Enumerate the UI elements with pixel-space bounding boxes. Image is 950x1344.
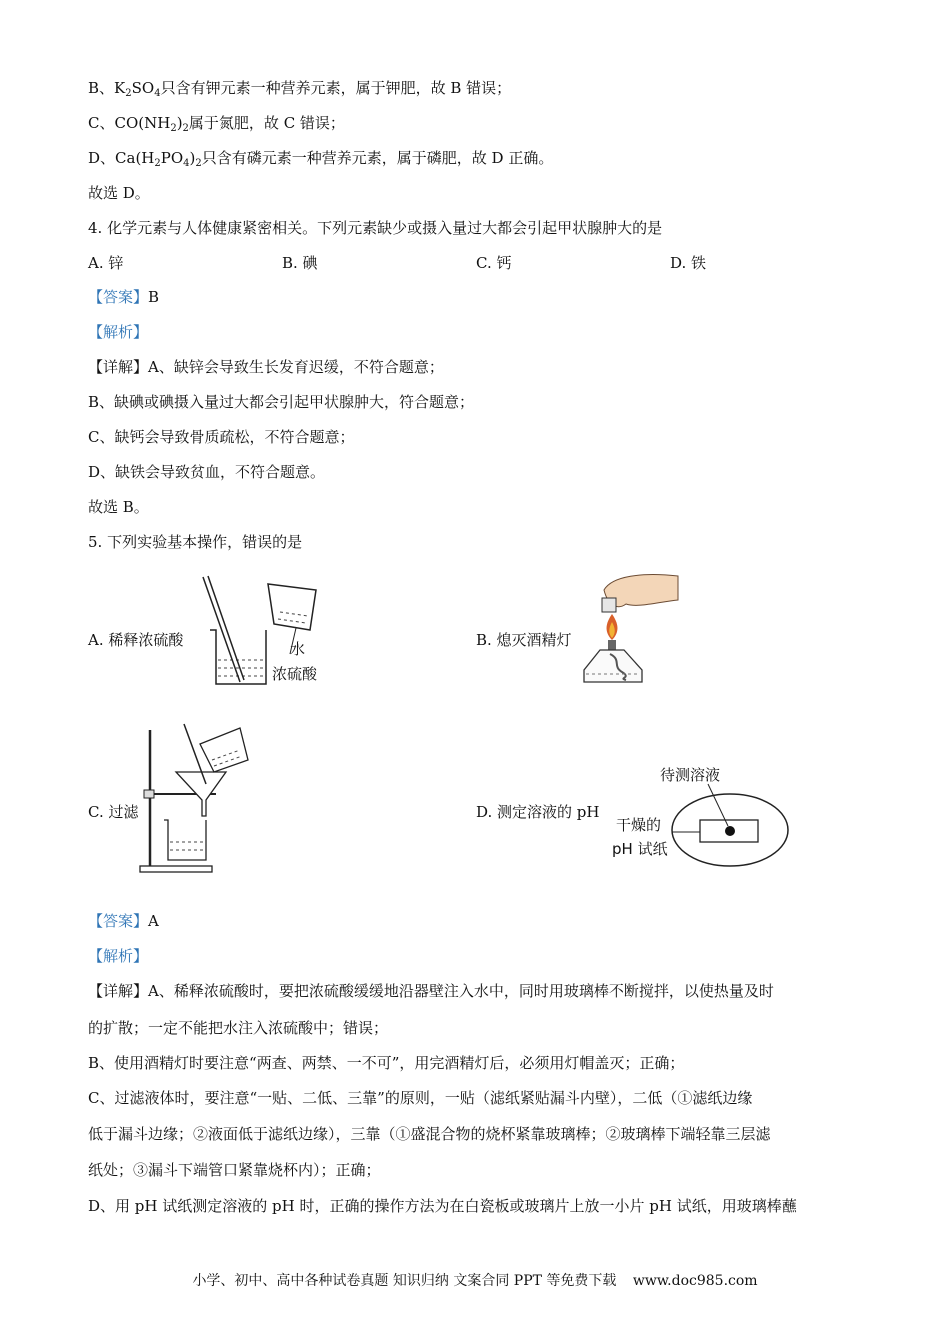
- q4-detail-c: C、缺钙会导致骨质疏松，不符合题意；: [88, 428, 355, 446]
- water-label: 水: [290, 640, 306, 658]
- q5-option-a-label: A. 稀释浓硫酸: [88, 631, 184, 649]
- q4-option-d: D. 铁: [670, 254, 707, 272]
- q5-detail-c-1: C、过滤液体时，要注意“一贴、二低、三靠”的原则，一贴（滤纸紧贴漏斗内壁），二低（①滤纸边缘: [88, 1089, 753, 1107]
- ph-test-figure: [608, 762, 793, 878]
- q5-detail-a-1: 【详解】A、稀释浓硫酸时，要把浓硫酸缓缓地沿器壁注入水中，同时用玻璃棒不断搅拌，以使热量及时: [88, 982, 774, 1000]
- q3-choose: 故选 D。: [88, 184, 150, 202]
- acid-label: 浓硫酸: [272, 665, 318, 683]
- q4-stem: 4. 化学元素与人体健康紧密相关。下列元素缺少或摄入量过大都会引起甲状腺肿大的是: [88, 219, 663, 237]
- q4-choose: 故选 B。: [88, 498, 149, 516]
- q4-option-b: B. 碘: [282, 254, 318, 272]
- q5-option-c-label: C. 过滤: [88, 803, 139, 821]
- q5-detail-b: B、使用酒精灯时要注意“两查、两禁、一不可”，用完酒精灯后，必须用灯帽盖灭；正确；: [88, 1054, 685, 1072]
- footer-text: 小学、初中、高中各种试卷真题 知识归纳 文案合同 PPT 等免费下载: [192, 1273, 617, 1289]
- q4-detail-d: D、缺铁会导致贫血，不符合题意。: [88, 463, 326, 481]
- detail-tag: 【详解】: [88, 982, 149, 1000]
- dry-label: 干燥的: [616, 816, 662, 834]
- q5-detail-a-2: 的扩散；一定不能把水注入浓硫酸中；错误；: [88, 1019, 389, 1037]
- q4-answer: 【答案】B: [88, 288, 160, 306]
- q3-option-d-explanation: D、$Ca(H_2PO_4)_2$只含有磷元素一种营养元素，属于磷肥，故 D 正确。: [88, 149, 554, 169]
- q4-analysis-tag: 【解析】: [88, 323, 149, 341]
- ph-paper-label: pH 试纸: [612, 840, 668, 858]
- q3-option-c-explanation: C、$CO(NH_2)_2$属于氮肥，故 C 错误；: [88, 114, 345, 134]
- q4-option-c: C. 钙: [476, 254, 512, 272]
- dilute-acid-figure: [198, 572, 333, 690]
- q5-answer: 【答案】A: [88, 912, 159, 930]
- q3-option-b-explanation: B、$K_2SO_4$只含有钾元素一种营养元素，属于钾肥，故 B 错误；: [88, 79, 512, 99]
- q4-option-a: A. 锌: [88, 254, 124, 272]
- q5-option-b-label: B. 熄灭酒精灯: [476, 631, 572, 649]
- q4-detail-b: B、缺碘或碘摄入量过大都会引起甲状腺肿大，符合题意；: [88, 393, 475, 411]
- alcohol-lamp-figure: [582, 570, 682, 690]
- detail-tag: 【详解】: [88, 358, 149, 376]
- page-footer: [0, 1270, 950, 1290]
- solution-label: 待测溶液: [660, 766, 721, 784]
- q4-detail-a: 【详解】A、缺锌会导致生长发育迟缓，不符合题意；: [88, 358, 444, 376]
- q5-analysis-tag: 【解析】: [88, 947, 149, 965]
- q5-detail-c-2: 低于漏斗边缘；②液面低于滤纸边缘），三靠（①盛混合物的烧杯紧靠玻璃棒；②玻璃棒下端轻靠三层滤: [88, 1125, 771, 1143]
- footer-site-link[interactable]: www.doc985.com: [632, 1273, 758, 1289]
- q5-stem: 5. 下列实验基本操作，错误的是: [88, 533, 303, 551]
- q5-detail-c-3: 纸处；③漏斗下端管口紧靠烧杯内）；正确；: [88, 1161, 381, 1179]
- filtration-figure: [136, 720, 254, 875]
- answer-tag: 【答案】: [88, 912, 149, 930]
- q5-detail-d-1: D、用 pH 试纸测定溶液的 pH 时，正确的操作方法为在白瓷板或玻璃片上放一小片 pH 试纸，用玻璃棒蘸: [88, 1197, 797, 1215]
- q5-option-d-label: D. 测定溶液的 pH: [476, 803, 600, 821]
- answer-tag: 【答案】: [88, 288, 149, 306]
